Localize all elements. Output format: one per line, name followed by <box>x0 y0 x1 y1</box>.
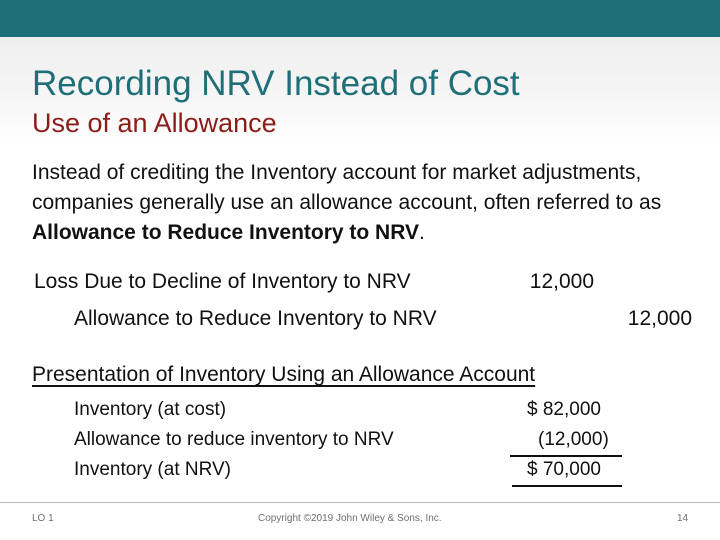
learning-objective-label: LO 1 <box>32 513 54 524</box>
presentation-heading: Presentation of Inventory Using an Allowance Account <box>32 363 536 386</box>
slide-title: Recording NRV Instead of Cost <box>32 64 520 103</box>
slide-subtitle: Use of an Allowance <box>32 108 277 138</box>
journal-entry-debit-account: Loss Due to Decline of Inventory to NRV <box>34 270 411 293</box>
intro-period: . <box>419 221 425 244</box>
allowance-term: Allowance to Reduce Inventory to NRV <box>32 221 420 244</box>
presentation-row-value: (12,000) <box>538 429 609 450</box>
net-inventory-underline <box>512 485 622 487</box>
copyright-notice: Copyright ©2019 John Wiley & Sons, Inc. <box>258 513 442 524</box>
allowance-subtotal-underline <box>510 455 622 457</box>
intro-paragraph <box>32 158 692 248</box>
top-color-band <box>0 0 720 37</box>
presentation-row-label: Allowance to reduce inventory to NRV <box>74 429 394 450</box>
presentation-row-label: Inventory (at cost) <box>74 399 227 420</box>
journal-entry-debit-amount: 12,000 <box>529 270 594 293</box>
presentation-row-label: Inventory (at NRV) <box>74 459 231 480</box>
presentation-row-value: $ 82,000 <box>527 399 601 420</box>
journal-entry-credit-account: Allowance to Reduce Inventory to NRV <box>74 307 437 330</box>
footer-divider <box>0 502 720 503</box>
journal-entry-credit-amount: 12,000 <box>627 307 692 330</box>
intro-text: Instead of crediting the Inventory account for market adjustments, companies generally use an allowance account, often referred to as <box>32 161 662 214</box>
page-number: 14 <box>677 513 689 524</box>
presentation-row-value: $ 70,000 <box>527 459 601 480</box>
